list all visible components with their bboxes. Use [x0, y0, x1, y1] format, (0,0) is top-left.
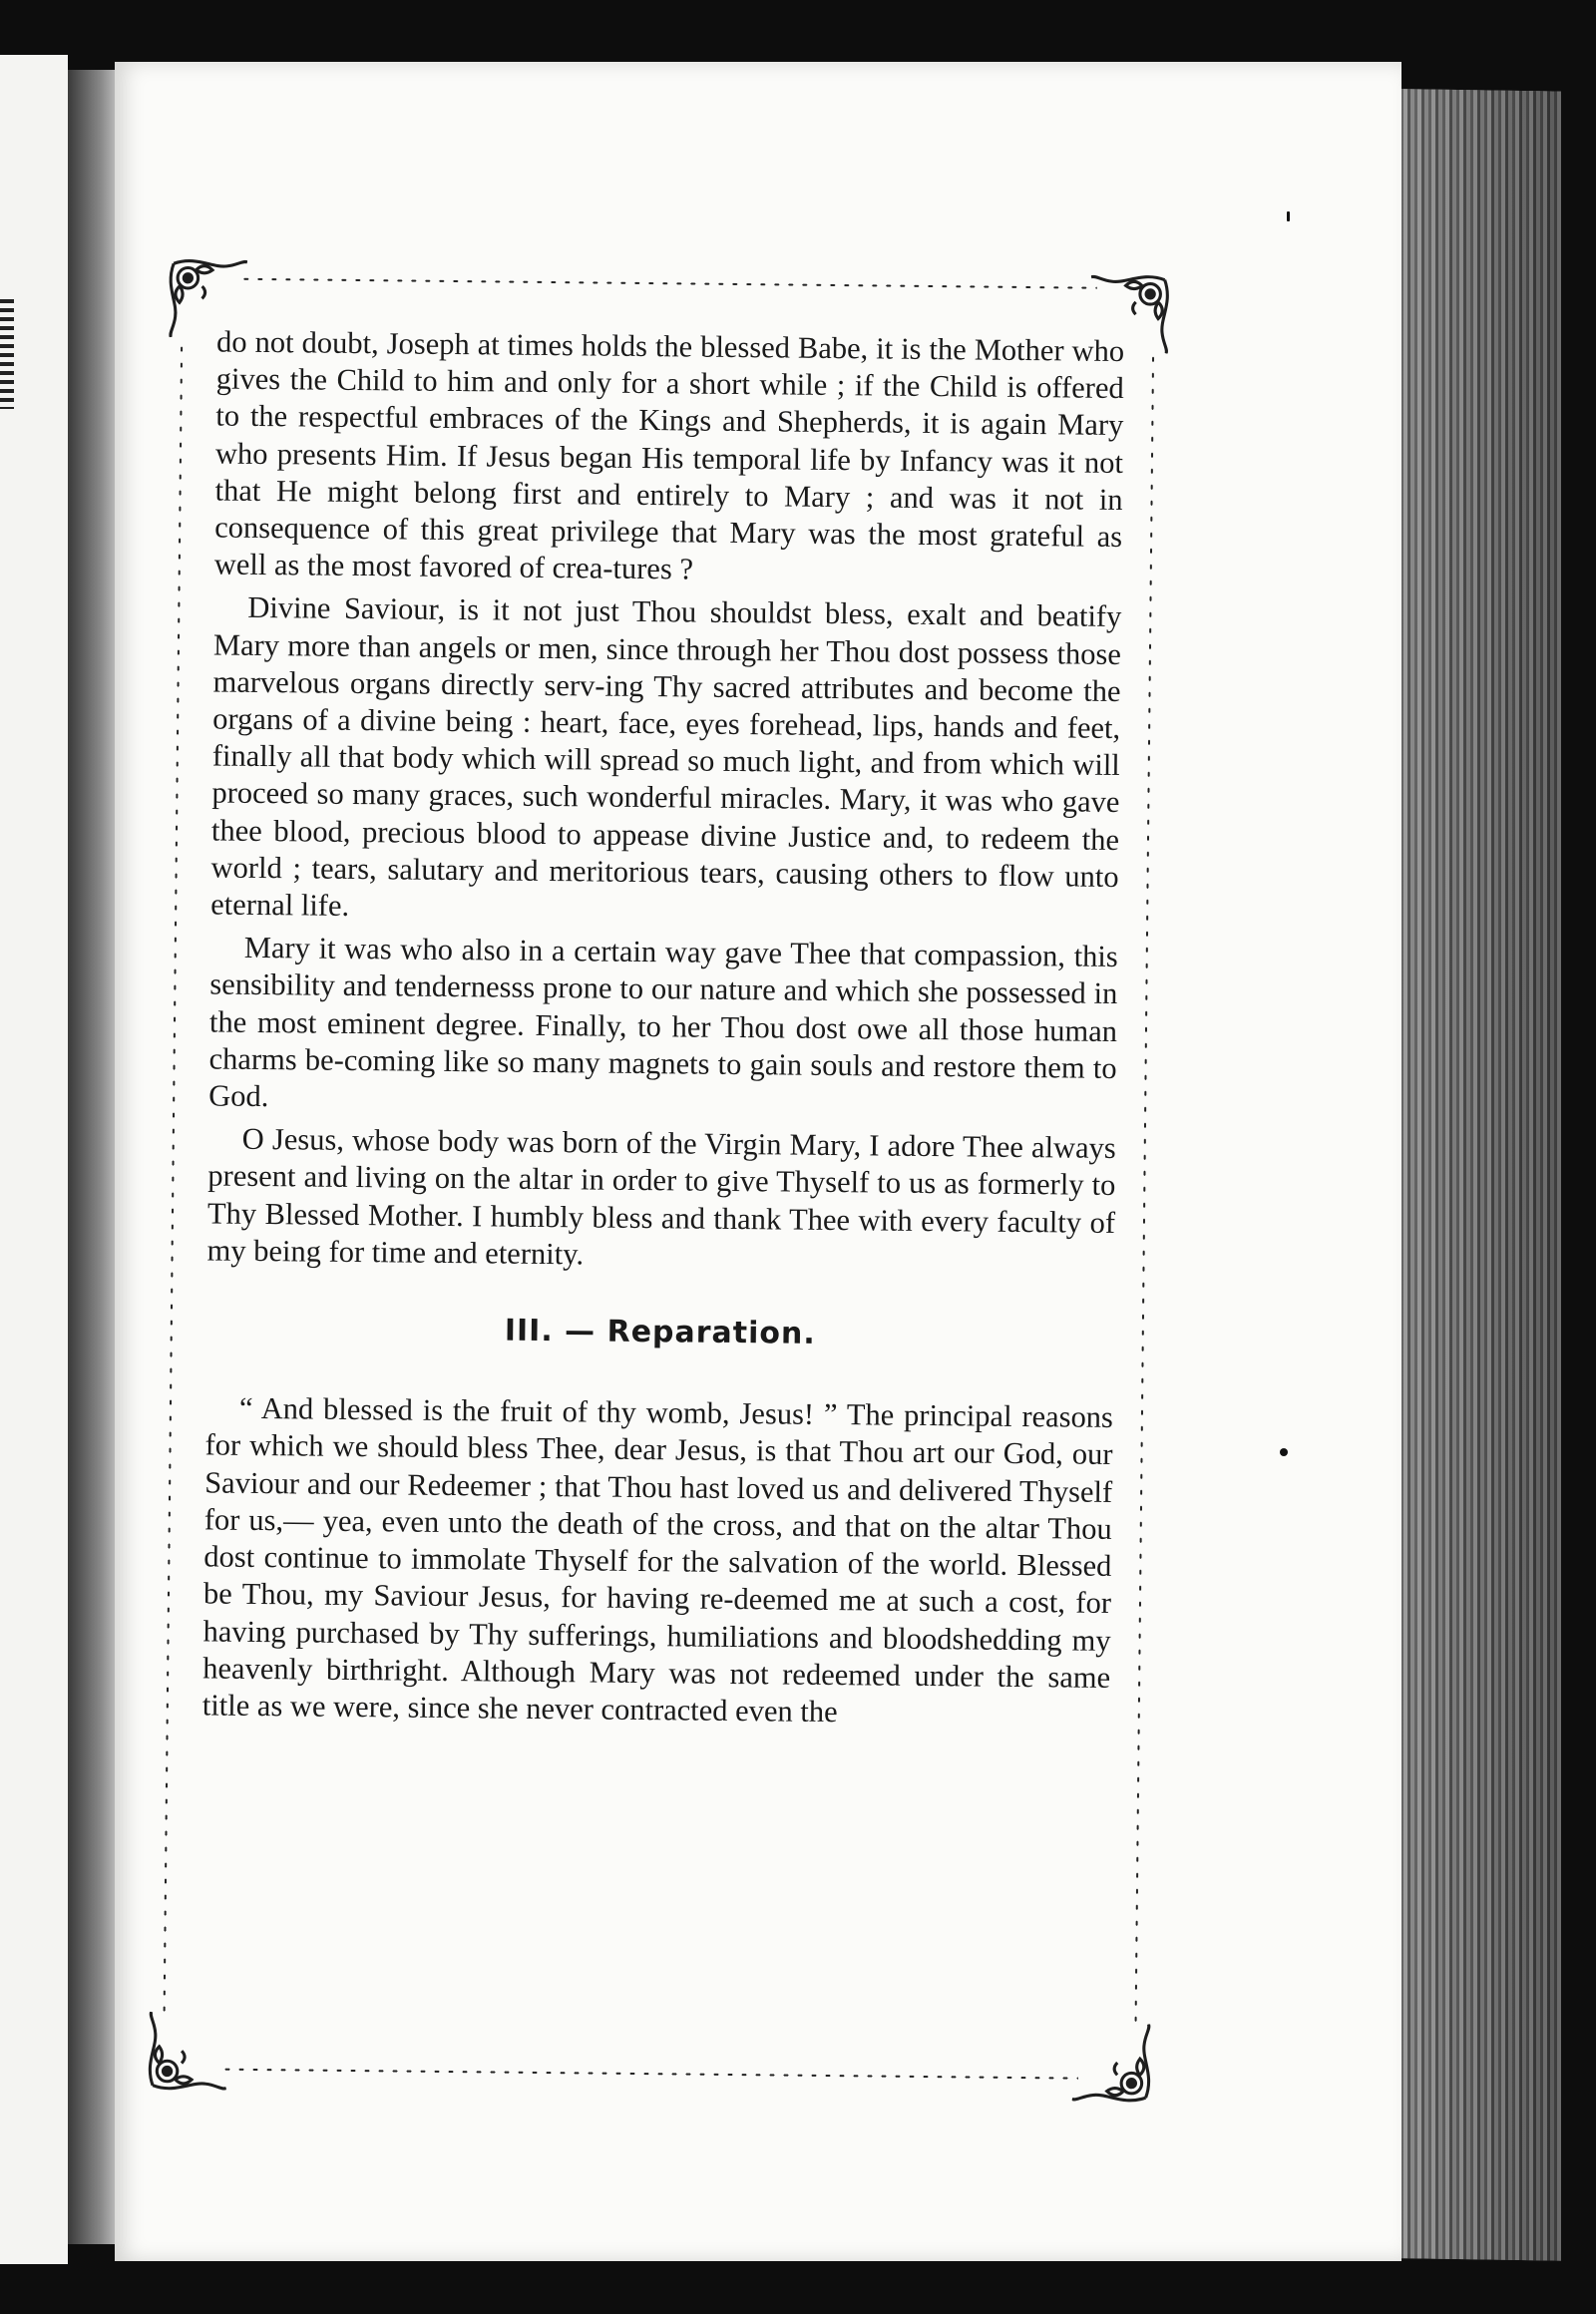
paragraph-mary-compassion: Mary it was who also in a certain way gave Thee that compassion, this sensibility and tendernesss prone to our nature and which she possessed in the most eminent degree. Finally, to her Thou dost owe all those human charms be-coming like so many magnets to gain souls and restore them to God.	[208, 931, 1118, 1114]
corner-flourish-icon	[145, 2012, 227, 2095]
facing-page-edge	[0, 55, 68, 2264]
paragraph-divine-saviour: Divine Saviour, is it not just Thou shouldst bless, exalt and beatify Mary more than angels or men, since through her Thou dost possess those marvelous organs directly serv-ing Thy sacred attributes and become the organs of a divine being : heart, face, eyes forehead, lips, hands and feet, finally all that body which will spread so much light, and from which will proceed so many graces, such wonderful miracles. Mary, it was who gave thee blood, precious blood to appease divine Justice and, to redeem the world ; tears, salutary and meritorious tears, causing others to flow unto eternal life.	[210, 590, 1122, 923]
frame-border-bottom	[220, 2065, 1078, 2084]
paragraph-reparation: “ And blessed is the fruit of thy womb, Jesus! ” The principal reasons for which we should bless Thee, dear Jesus, is that Thou art our God, our Saviour and our Redeemer ; that Thou hast loved us and delivered Thyself for us,— yea, even unto the death of the cross, and that on the altar Thou dost continue to immolate Thyself for the salvation of the world. Blessed be Thou, my Saviour Jesus, for having re-deemed me at such a cost, for having purchased by Thy sufferings, humiliations and bloodshedding my heavenly birthright. Although Mary was not redeemed under the same title as we were, since she never contracted even the	[201, 1391, 1114, 1729]
facing-page-ornament	[0, 299, 14, 409]
corner-flourish-icon	[1072, 2024, 1155, 2107]
speck	[1280, 1448, 1288, 1456]
paragraph-continuation: do not doubt, Joseph at times holds the blessed Babe, it is the Mother who gives the Child to him and only for a short while ; if the Child is offered to the respectful embraces of the Kings and Shepherds, it is again Mary who presents Him. If Jesus began His temporal life by Infancy was it not that He might belong first and entirely to Mary ; and was it not in consequence of this great privilege that Mary was the most grateful as well as the most favored of crea-tures ?	[213, 324, 1125, 586]
ornamental-frame	[151, 261, 1167, 2102]
speck	[1287, 211, 1290, 221]
book-gutter	[68, 70, 116, 2244]
frame-border-top	[239, 274, 1097, 293]
section-heading: III. — Reparation.	[504, 1313, 816, 1351]
paragraph-o-jesus: O Jesus, whose body was born of the Virgin Mary, I adore Thee always present and living on the altar in order to give Thyself to us as formerly to Thy Blessed Mother. I humbly bless and thank Thee with every faculty of my being for time and eternity.	[206, 1122, 1116, 1272]
page-body-text	[202, 323, 1125, 1739]
